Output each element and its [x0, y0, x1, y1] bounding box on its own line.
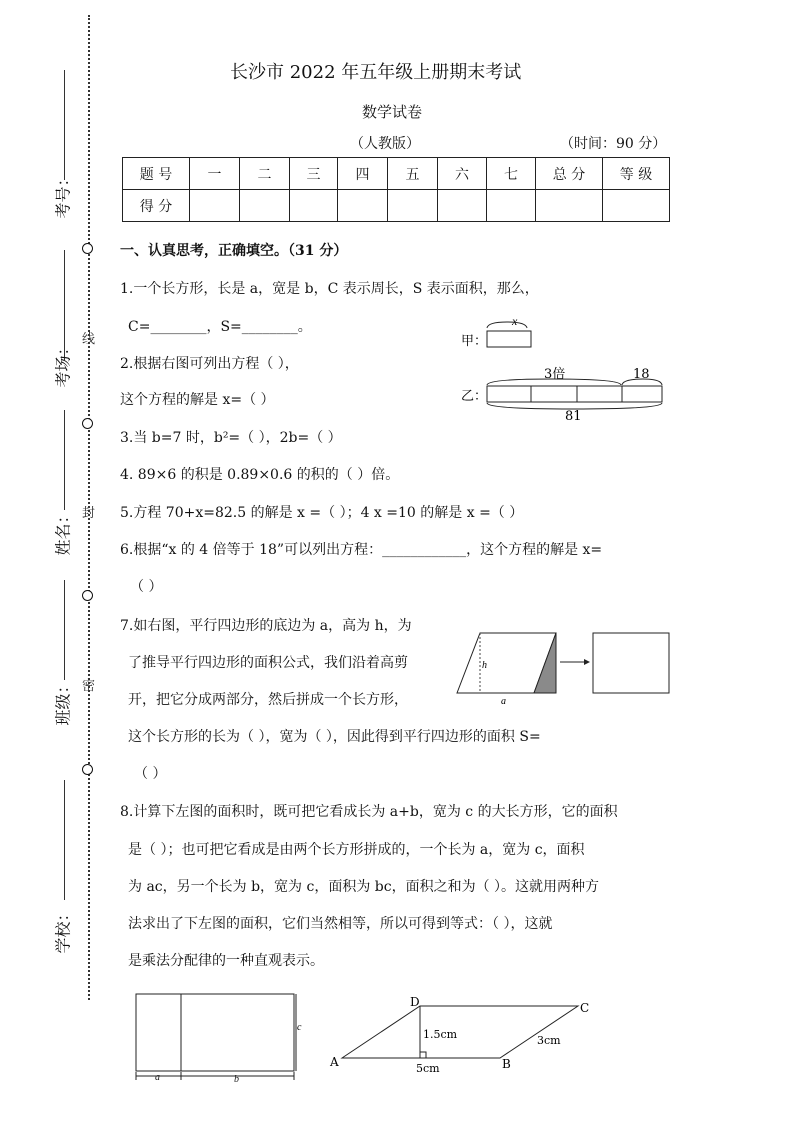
label-c: c [297, 1022, 302, 1033]
score-cell[interactable] [190, 190, 240, 222]
label-base: 5cm [416, 1062, 440, 1075]
bar-jia [487, 331, 531, 347]
binding-hole-circle [82, 590, 93, 601]
score-table-score-row [123, 190, 670, 222]
margin-underline [64, 780, 65, 900]
table-cell: 总 分 [536, 158, 603, 190]
bar-yi [487, 386, 662, 402]
question-7-line: 了推导平行四边形的面积公式，我们沿着高剪 [128, 655, 408, 671]
question-8-line: 是乘法分配律的一种直观表示。 [128, 953, 324, 969]
vertex-d: D [410, 995, 420, 1009]
binding-hole-circle [82, 418, 93, 429]
margin-label-name: 姓名： [53, 507, 73, 556]
score-cell[interactable] [438, 190, 487, 222]
question-3: 3.当 b=7 时，b²=（ ），2b=（ ） [120, 430, 342, 446]
parallelogram-abcd [342, 1006, 578, 1058]
rectangle-figure [128, 988, 308, 1084]
question-6: 6.根据“x 的 4 倍等于 18”可以列出方程：____________，这个方程的解是 x= [120, 542, 603, 558]
section-heading: 一、认真思考，正确填空。（31 分） [120, 243, 348, 259]
score-table-header-row [123, 158, 670, 190]
cut-mark-secret: 密 [82, 679, 96, 694]
margin-label-class: 班级： [53, 677, 73, 726]
margin-label-exam-number: 考号： [53, 170, 73, 219]
question-4: 4. 89×6 的积是 0.89×0.6 的积的（ ）倍。 [120, 467, 400, 483]
exam-title: 长沙市 2022 年五年级上册期末考试 [230, 62, 522, 83]
cut-mark-line: 线 [82, 332, 96, 347]
question-2: 2.根据右图可列出方程（ ）， [120, 356, 299, 372]
table-cell: 二 [240, 158, 290, 190]
bar-label-yi: 乙： [461, 389, 488, 404]
question-7-answer: （ ） [134, 766, 167, 782]
label-h: h [482, 660, 487, 671]
question-8-line: 法求出了下左图的面积，它们当然相等，所以可得到等式：（ ），这就 [128, 916, 553, 932]
vertex-a: A [330, 1055, 339, 1069]
margin-label-school: 学校： [53, 905, 73, 954]
bar-label-eighteen: 18 [633, 367, 650, 382]
bar-label-total: 81 [565, 409, 582, 422]
question-7-line: 这个长方形的长为（ ），宽为（ ），因此得到平行四边形的面积 S= [128, 729, 541, 745]
question-7-line: 开，把它分成两部分，然后拼成一个长方形， [128, 692, 408, 708]
parallelogram-cut-figure [452, 630, 677, 710]
margin-label-exam-room: 考场： [53, 339, 73, 388]
result-rectangle [593, 633, 669, 693]
brace-x [487, 322, 527, 328]
cut-mark-seal: 封 [82, 506, 96, 521]
score-cell[interactable] [388, 190, 438, 222]
bar-label-jia: 甲： [461, 334, 488, 349]
table-cell: 题 号 [123, 158, 190, 190]
question-6-answer: （ ） [130, 579, 163, 595]
binding-hole-circle [82, 243, 93, 254]
binding-hole-circle [82, 764, 93, 775]
vertex-b: B [502, 1057, 511, 1071]
bar-label-x: x [512, 314, 518, 328]
question-1-answers: C=________，S=________。 [128, 319, 312, 335]
edition-label: （人教版） [350, 136, 420, 152]
score-cell[interactable] [603, 190, 670, 222]
label-a: a [501, 696, 506, 707]
right-angle-mark [420, 1052, 426, 1058]
table-cell: 得 分 [123, 190, 190, 222]
question-8-line: 是（ ）；也可把它看成是由两个长方形拼成的，一个长为 a，宽为 c，面积 [128, 842, 585, 858]
score-cell[interactable] [536, 190, 603, 222]
table-cell: 六 [438, 158, 487, 190]
margin-underline [64, 70, 65, 180]
question-2-answer: 这个方程的解是 x=（ ） [120, 392, 275, 408]
bar-model-figure [455, 310, 695, 422]
score-cell[interactable] [338, 190, 388, 222]
score-cell[interactable] [487, 190, 536, 222]
time-label: （时间：90 分） [560, 136, 667, 152]
question-7-line: 7.如右图，平行四边形的底边为 a，高为 h，为 [120, 618, 412, 634]
question-8-line: 8.计算下左图的面积时，既可把它看成长为 a+b，宽为 c 的大长方形，它的面积 [120, 804, 618, 820]
table-cell: 一 [190, 158, 240, 190]
label-b: b [234, 1074, 239, 1084]
score-cell[interactable] [290, 190, 338, 222]
margin-underline [64, 410, 65, 510]
label-side: 3cm [537, 1034, 561, 1047]
question-5: 5.方程 70+x=82.5 的解是 x =（ ）；4 x =10 的解是 x =（ ） [120, 505, 524, 521]
arrow-head [584, 659, 590, 665]
table-cell: 等 级 [603, 158, 670, 190]
vertex-c: C [580, 1001, 590, 1015]
table-cell: 五 [388, 158, 438, 190]
table-cell: 七 [487, 158, 536, 190]
bar-label-times: 3倍 [544, 367, 566, 382]
exam-subtitle: 数学试卷 [362, 103, 423, 121]
score-cell[interactable] [240, 190, 290, 222]
question-8-line: 为 ac，另一个长为 b，宽为 c，面积为 bc，面积之和为（ ）。这就用两种方 [128, 879, 600, 895]
big-rectangle [136, 994, 294, 1071]
table-cell: 三 [290, 158, 338, 190]
label-a: a [155, 1072, 160, 1083]
label-height: 1.5cm [423, 1028, 458, 1041]
table-cell: 四 [338, 158, 388, 190]
parallelogram-abcd-figure [326, 994, 596, 1080]
question-1: 1.一个长方形，长是 a，宽是 b，C 表示周长，S 表示面积，那么， [120, 281, 539, 297]
score-table [122, 157, 670, 222]
margin-underline [64, 580, 65, 680]
